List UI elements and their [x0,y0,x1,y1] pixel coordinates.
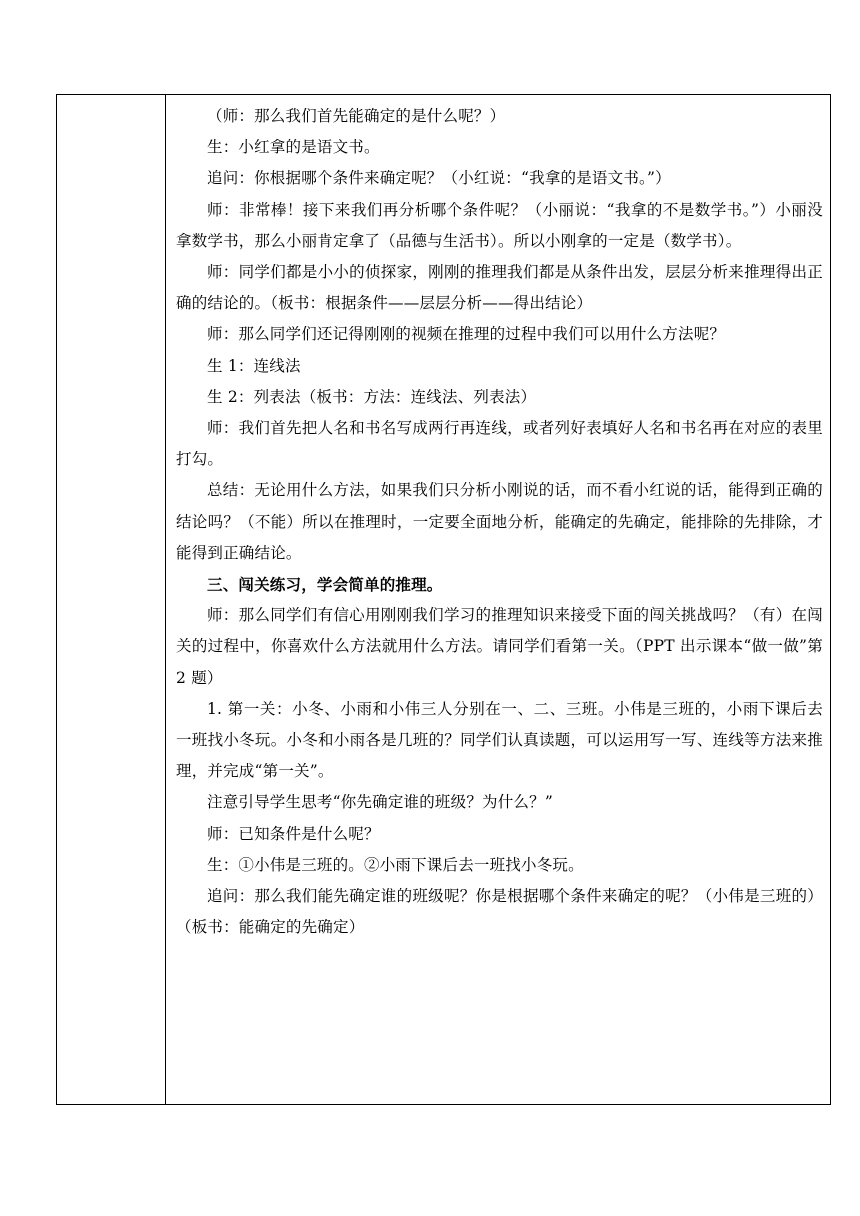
paragraph: 总结：无论用什么方法，如果我们只分析小刚说的话，而不看小红说的话，能得到正确的结论吗？（不能）所以在推理时，一定要全面地分析，能确定的先确定，能排除的先排除，才能得到正确结论。 [176,481,823,562]
table-left-cell [57,95,166,1104]
paragraph: 师：那么同学们有信心用刚刚我们学习的推理知识来接受下面的闯关挑战吗？（有）在闯关的过程中，你喜欢什么方法就用什么方法。请同学们看第一关。（PPT 出示课本“做一做”第 2 题） [176,606,823,687]
paragraph: 师：非常棒！接下来我们再分析哪个条件呢？（小丽说：“我拿的不是数学书。”）小丽没拿数学书，那么小丽肯定拿了（品德与生活书）。所以小刚拿的一定是（数学书）。 [176,200,823,250]
paragraph: 师：同学们都是小小的侦探家，刚刚的推理我们都是从条件出发，层层分析来推理得出正确的结论的。（板书：根据条件——层层分析——得出结论） [176,263,823,313]
paragraph: （师：那么我们首先能确定的是什么呢？） [207,107,506,125]
table-content-cell [166,95,830,1104]
paragraph: 师：那么同学们还记得刚刚的视频在推理的过程中我们可以用什么方法呢？ [207,325,726,344]
paragraph: 注意引导学生思考“你先确定谁的班级？为什么？” [207,793,553,812]
paragraph: 1. 第一关：小冬、小雨和小伟三人分别在一、二、三班。小伟是三班的，小雨下课后去一班找小冬玩。小冬和小雨各是几班的？同学们认真读题，可以运用写一写、连线等方法来推理，并完成“第一关”。 [176,699,823,781]
section-heading: 三、闯关练习，学会简单的推理。 [207,575,443,595]
paragraph: 追问：那么我们能先确定谁的班级呢？你是根据哪个条件来确定的呢？（小伟是三班的）（板书：能确定的先确定） [176,887,823,937]
paragraph: 生 2：列表法（板书：方法：连线法、列表法） [207,387,537,406]
paragraph: 生：小红拿的是语文书。 [207,138,380,157]
paragraph: 追问：你根据哪个条件来确定呢？（小红说：“我拿的是语文书。”） [207,169,671,188]
lesson-table [56,94,831,1105]
paragraph: 师：我们首先把人名和书名写成两行再连线，或者列好表填好人名和书名再在对应的表里打勾。 [176,419,823,469]
paragraph: 师：已知条件是什么呢？ [207,824,380,843]
paragraph: 生：①小伟是三班的。②小雨下课后去一班找小冬玩。 [207,855,584,874]
paragraph: 生 1：连线法 [207,356,301,375]
